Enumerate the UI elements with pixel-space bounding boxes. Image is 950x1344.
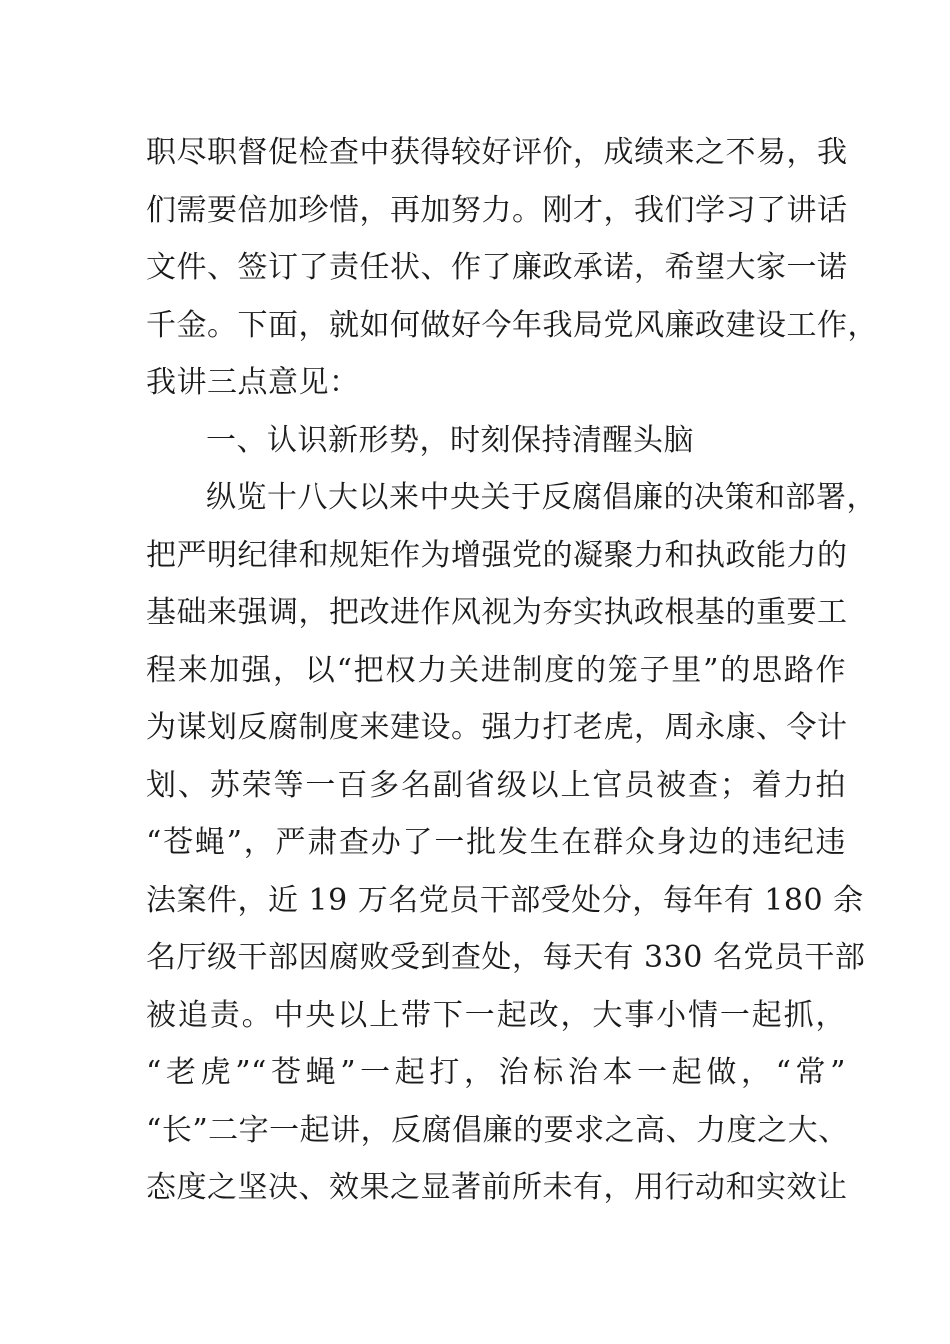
text-line: 文件、签订了责任状、作了廉政承诺，希望大家一诺	[146, 250, 848, 285]
text-line: 把严明纪律和规矩作为增强党的凝聚力和执政能力的	[146, 538, 848, 573]
text-line: 态度之坚决、效果之显著前所未有，用行动和实效让	[146, 1170, 848, 1205]
text-line: “苍蝇”，严肃查办了一批发生在群众身边的违纪违	[146, 825, 846, 860]
text-line: 法案件，近 19 万名党员干部受处分，每年有 180 余	[146, 883, 864, 918]
text-line: “长”二字一起讲，反腐倡廉的要求之高、力度之大、	[146, 1113, 849, 1148]
text-line: 划、苏荣等一百多名副省级以上官员被查；着力拍	[146, 768, 846, 803]
text-line: 名厅级干部因腐败受到查处，每天有 330 名党员干部	[146, 940, 866, 975]
text-line: 程来加强，以“把权力关进制度的笼子里”的思路作	[146, 653, 846, 688]
section-heading: 一、认识新形势，时刻保持清醒头脑	[206, 423, 694, 458]
text-line: 为谋划反腐制度来建设。强力打老虎，周永康、令计	[146, 710, 848, 745]
text-line: 我讲三点意见：	[146, 365, 360, 400]
text-line: 纵览十八大以来中央关于反腐倡廉的决策和部署，	[206, 480, 877, 515]
text-line: 被追责。中央以上带下一起改，大事小情一起抓，	[146, 998, 846, 1033]
text-line: 基础来强调，把改进作风视为夯实执政根基的重要工	[146, 595, 848, 630]
text-line: 们需要倍加珍惜，再加努力。刚才，我们学习了讲话	[146, 193, 848, 228]
text-line: 千金。下面，就如何做好今年我局党风廉政建设工作，	[146, 308, 878, 343]
text-line: “老虎”“苍蝇”一起打，治标治本一起做，“常”	[146, 1055, 846, 1090]
text-line: 职尽职督促检查中获得较好评价，成绩来之不易，我	[146, 135, 848, 170]
